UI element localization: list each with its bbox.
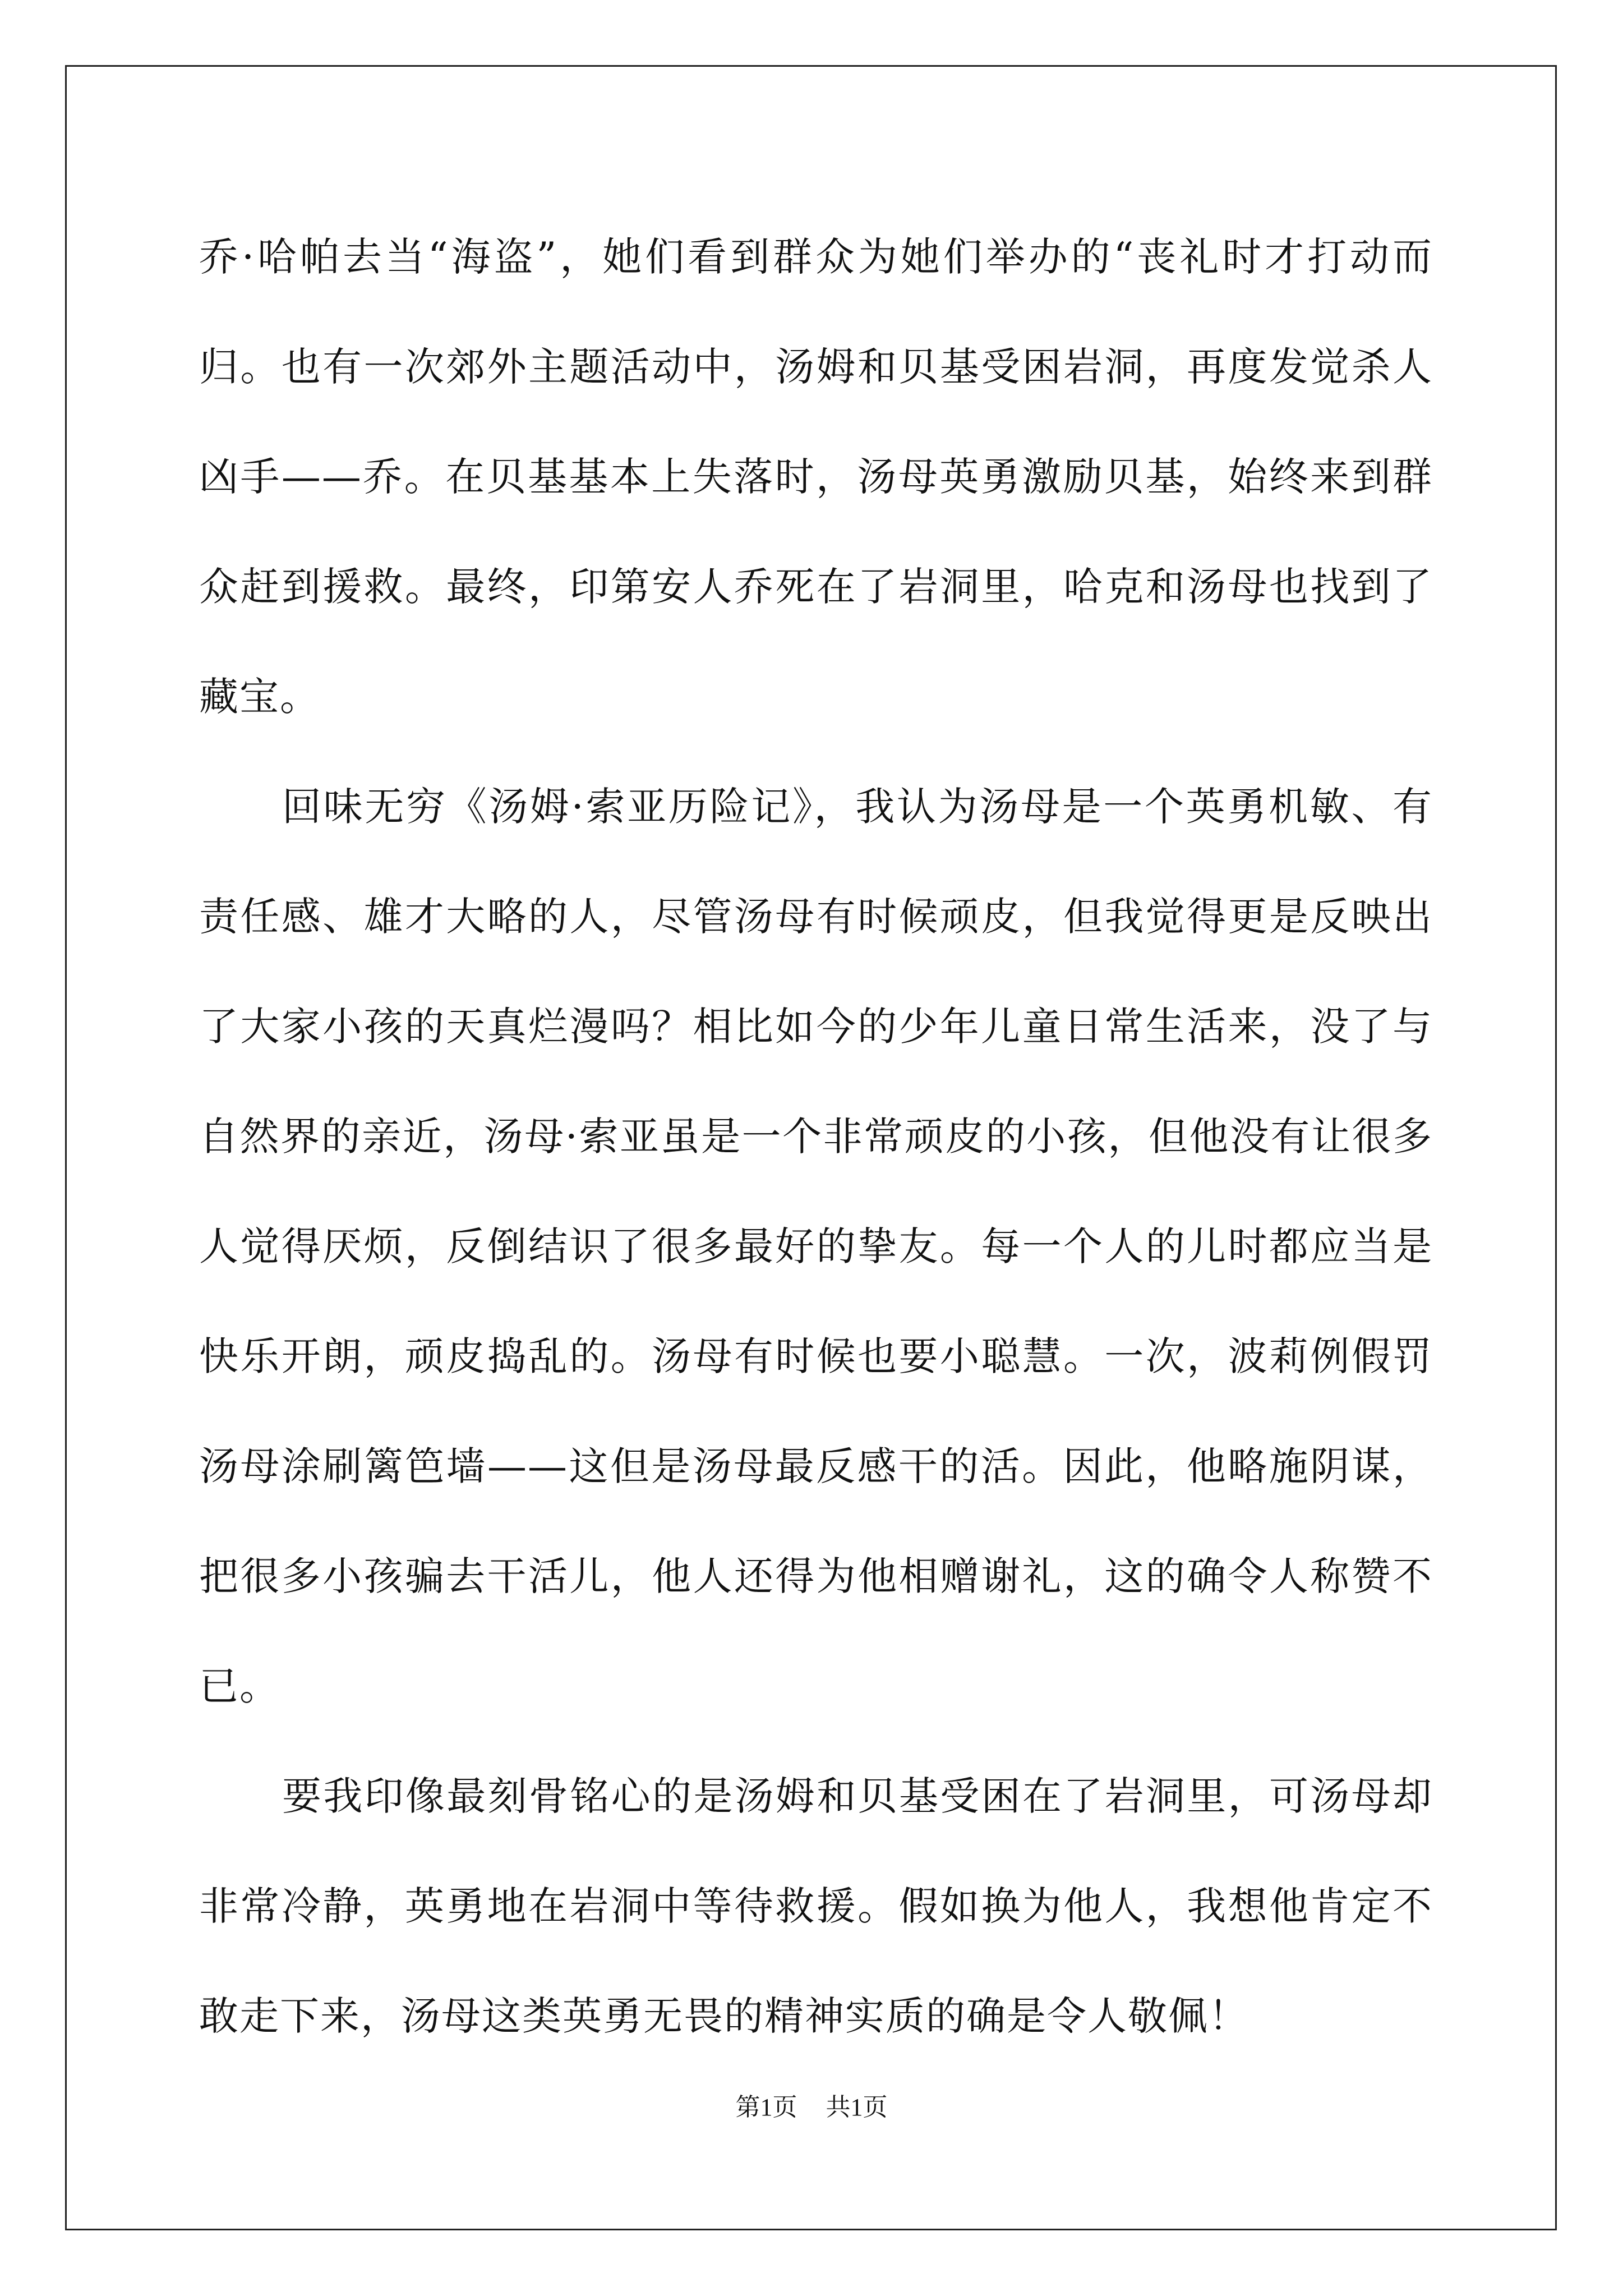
page-number-total: 共1页 [826,2093,888,2121]
document-body [199,202,1433,2071]
paragraph-3: 要我印像最刻骨铭心的是汤姆和贝基受困在了岩洞里，可汤母却非常冷静，英勇地在岩洞中等待救援。假如换为他人，我想他肯定不敢走下来，汤母这类英勇无畏的精神实质的确是令人敬佩！ [199,1773,1433,2039]
page-footer [0,2087,1623,2123]
page-number-current: 第1页 [735,2093,797,2121]
paragraph-1: 乔·哈帕去当“海盗”，她们看到群众为她们举办的“丧礼时才打动而归。也有一次郊外主题活动中，汤姆和贝基受困岩洞，再度发觉杀人凶手——乔。在贝基基本上失落时，汤母英勇激励贝基，始终来到群众赶到援救。最终，印第安人乔死在了岩洞里，哈克和汤母也找到了藏宝。 [199,234,1433,720]
paragraph-2: 回味无穷《汤姆·索亚历险记》，我认为汤母是一个英勇机敏、有责任感、雄才大略的人，尽管汤母有时候顽皮，但我觉得更是反映出了大家小孩的天真烂漫吗？相比如今的少年儿童日常生活来，没了与自然界的亲近，汤母·索亚虽是一个非常顽皮的小孩，但他没有让很多人觉得厌烦，反倒结识了很多最好的挚友。每一个人的儿时都应当是快乐开朗，顽皮捣乱的。汤母有时候也要小聪慧。一次，波莉例假罚汤母涂刷篱笆墙——这但是汤母最反感干的活。因此，他略施阴谋，把很多小孩骗去干活儿，他人还得为他相赠谢礼，这的确令人称赞不已。 [199,784,1433,1709]
